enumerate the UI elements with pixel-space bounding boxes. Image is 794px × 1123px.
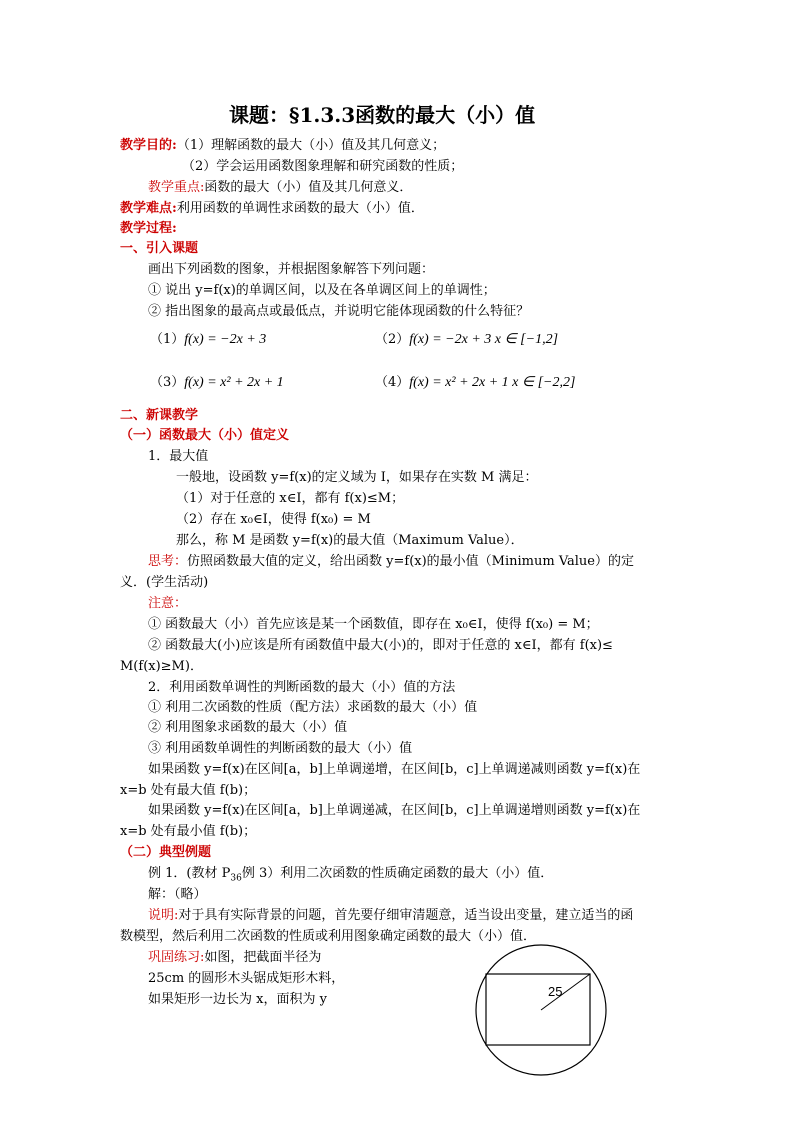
goals-label: 教学目的: <box>120 138 177 153</box>
item-methods: 2．利用函数单调性的判断函数的最大（小）值的方法 <box>148 680 456 695</box>
definition-conclusion: 那么，称 M 是函数 y=f(x)的最大值（Maximum Value）． <box>176 533 524 548</box>
function-1-number: （1） <box>150 332 185 347</box>
practice-text: 如图，把截面半径为 <box>204 950 322 965</box>
note-2-continuation: M(f(x)≥M)． <box>120 659 203 674</box>
think-text: 仿照函数最大值的定义，给出函数 y=f(x)的最小值（Minimum Value）的定 <box>187 554 634 569</box>
practice-line-3: 如果矩形一边长为 x，面积为 y <box>148 992 327 1007</box>
rule-1-continuation: x=b 处有最大值 f(b)； <box>120 783 257 798</box>
subsection-2-heading: （二）典型例题 <box>120 845 212 860</box>
difficulty <box>120 200 424 218</box>
rule-2-continuation: x=b 处有最小值 f(b)； <box>120 824 257 839</box>
explanation-continuation: 数模型，然后利用二次函数的性质或利用图象确定函数的最大（小）值． <box>120 929 537 944</box>
function-2-formula: f(x) = −2x + 3 x ∈ [−1,2] <box>409 332 559 347</box>
example-1-part-b: 例 3）利用二次函数的性质确定函数的最大（小）值． <box>241 866 554 881</box>
function-1-formula: f(x) = −2x + 3 <box>184 332 267 347</box>
condition-2: （2）存在 x₀∈I，使得 f(x₀) = M <box>176 512 371 527</box>
process-label: 教学过程: <box>120 221 177 236</box>
function-3 <box>150 374 284 392</box>
inscribed-rectangle <box>486 974 590 1045</box>
radius-label: 25 <box>548 984 563 999</box>
practice-line-2: 25cm 的圆形木头锯成矩形木料， <box>148 971 345 986</box>
difficulty-label: 教学难点: <box>120 201 177 216</box>
explanation <box>148 907 633 925</box>
difficulty-text: 利用函数的单调性求函数的最大（小）值． <box>176 201 424 216</box>
section-1-heading: 一、引入课题 <box>120 241 199 256</box>
rule-2: 如果函数 y=f(x)在区间[a，b]上单调递减，在区间[b，c]上单调递增则函数 y=f(x)在 <box>148 803 641 818</box>
section-2-heading: 二、新课教学 <box>120 408 199 423</box>
function-4-formula: f(x) = x² + 2x + 1 x ∈ [−2,2] <box>409 375 576 390</box>
teaching-goals <box>120 137 445 155</box>
solution: 解：（略） <box>148 887 207 902</box>
sec1-intro: 画出下列函数的图象，并根据图象解答下列问题： <box>148 262 435 277</box>
goals-item-2: （2）学会运用函数图象理解和研究函数的性质； <box>182 159 464 174</box>
function-2-number: （2） <box>375 332 410 347</box>
function-1 <box>150 331 266 349</box>
sec1-question-2: ② 指出图象的最高点或最低点，并说明它能体现函数的什么特征？ <box>148 304 530 319</box>
think-line <box>148 553 634 571</box>
example-1 <box>148 865 553 888</box>
subsection-1-heading: （一）函数最大（小）值定义 <box>120 428 290 443</box>
think-label: 思考： <box>148 554 188 569</box>
practice-label: 巩固练习: <box>148 950 205 965</box>
function-3-formula: f(x) = x² + 2x + 1 <box>184 375 284 390</box>
function-4 <box>375 374 575 392</box>
key-points <box>148 179 412 197</box>
explanation-label: 说明: <box>148 908 179 923</box>
rule-1: 如果函数 y=f(x)在区间[a，b]上单调递增，在区间[b，c]上单调递减则函数 y=f(x)在 <box>148 762 641 777</box>
example-1-page-subscript: 36 <box>230 873 242 884</box>
explanation-text: 对于具有实际背景的问题，首先要仔细审清题意，适当设出变量，建立适当的函 <box>178 908 634 923</box>
goals-item-1: （1）理解函数的最大（小）值及其几何意义； <box>176 138 446 153</box>
item-max-value: 1．最大值 <box>148 449 209 464</box>
circle-rectangle-figure <box>470 944 620 1084</box>
note-label: 注意： <box>148 596 188 611</box>
note-2: ② 函数最大(小)应该是所有函数值中最大(小)的，即对于任意的 x∈I，都有 f(x)≤ <box>148 638 613 653</box>
note-1: ① 函数最大（小）首先应该是某一个函数值，即存在 x₀∈I，使得 f(x₀) = M； <box>148 617 599 632</box>
key-points-text: 函数的最大（小）值及其几何意义． <box>204 180 413 195</box>
condition-1: （1）对于任意的 x∈I，都有 f(x)≤M； <box>176 491 405 506</box>
think-continuation: 义．(学生活动) <box>120 575 209 590</box>
method-1: ① 利用二次函数的性质（配方法）求函数的最大（小）值 <box>148 700 478 715</box>
function-2 <box>375 331 558 349</box>
sec1-question-1: ① 说出 y=f(x)的单调区间，以及在各单调区间上的单调性； <box>148 283 496 298</box>
function-4-number: （4） <box>375 375 410 390</box>
definition-intro: 一般地，设函数 y=f(x)的定义域为 I，如果存在实数 M 满足： <box>176 470 538 485</box>
method-3: ③ 利用函数单调性的判断函数的最大（小）值 <box>148 741 413 756</box>
function-3-number: （3） <box>150 375 185 390</box>
page-title: 课题：§1.3.3函数的最大（小）值 <box>229 103 536 127</box>
practice-line-1 <box>148 949 321 967</box>
example-1-part-a: 例 1．(教材 P <box>148 866 231 881</box>
method-2: ② 利用图象求函数的最大（小）值 <box>148 720 348 735</box>
key-points-label: 教学重点: <box>148 180 205 195</box>
